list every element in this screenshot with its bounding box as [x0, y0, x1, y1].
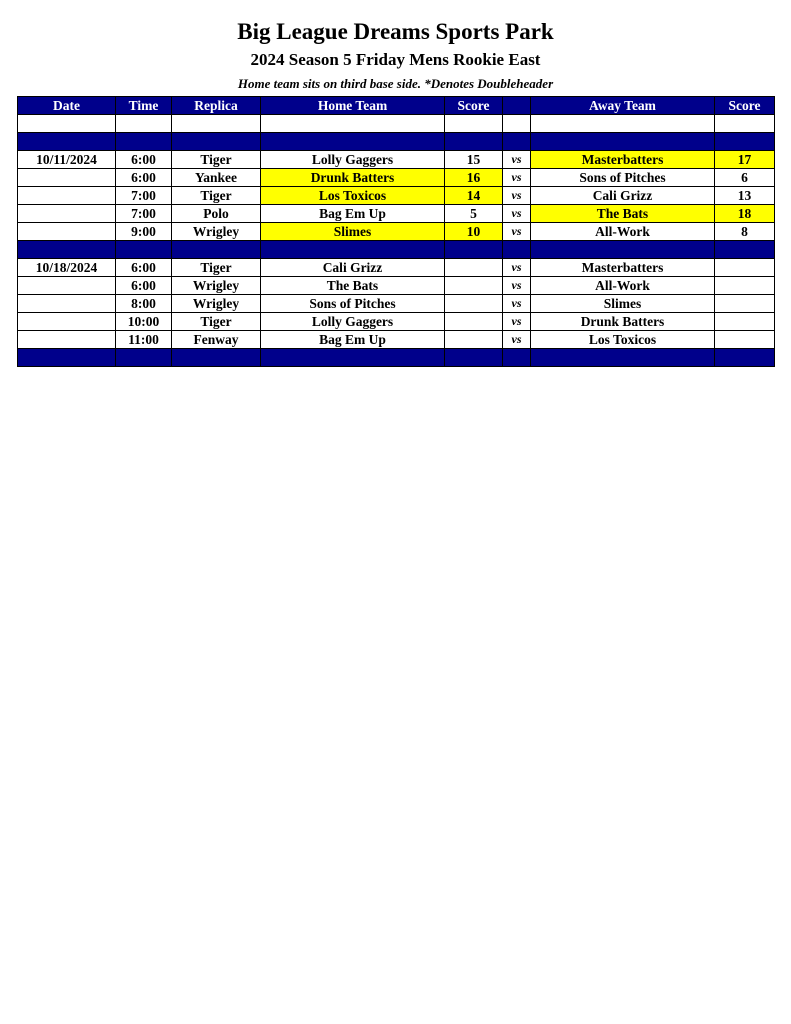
away-team: Cali Grizz: [531, 187, 715, 205]
game-replica: Tiger: [172, 151, 261, 169]
away-team: Slimes: [531, 295, 715, 313]
home-team: Los Toxicos: [261, 187, 445, 205]
game-replica: Tiger: [172, 187, 261, 205]
away-score: [715, 313, 775, 331]
game-replica: Yankee: [172, 169, 261, 187]
col-date: Date: [18, 97, 116, 115]
empty-cell: [503, 133, 531, 151]
empty-cell: [503, 349, 531, 367]
home-team: Sons of Pitches: [261, 295, 445, 313]
game-date: 10/18/2024: [18, 259, 116, 277]
vs-label: vs: [503, 313, 531, 331]
empty-cell: [715, 241, 775, 259]
game-time: 10:00: [116, 313, 172, 331]
empty-cell: [18, 205, 116, 223]
home-score: [445, 313, 503, 331]
empty-cell: [503, 241, 531, 259]
empty-cell: [18, 349, 116, 367]
separator-band: [18, 133, 775, 151]
col-replica: Replica: [172, 97, 261, 115]
table-row: [18, 169, 775, 187]
home-score: [445, 331, 503, 349]
blank-row: [18, 115, 775, 133]
home-team: The Bats: [261, 277, 445, 295]
vs-label: vs: [503, 331, 531, 349]
empty-cell: [715, 349, 775, 367]
away-team: Sons of Pitches: [531, 169, 715, 187]
away-score: [715, 259, 775, 277]
table-row: [18, 205, 775, 223]
separator-band: [18, 241, 775, 259]
game-replica: Polo: [172, 205, 261, 223]
game-replica: Fenway: [172, 331, 261, 349]
vs-label: vs: [503, 151, 531, 169]
col-away-team: Away Team: [531, 97, 715, 115]
game-time: 8:00: [116, 295, 172, 313]
home-team: Drunk Batters: [261, 169, 445, 187]
vs-label: vs: [503, 169, 531, 187]
empty-cell: [445, 349, 503, 367]
empty-cell: [531, 241, 715, 259]
empty-cell: [18, 169, 116, 187]
away-team: All-Work: [531, 223, 715, 241]
game-time: 6:00: [116, 259, 172, 277]
empty-cell: [503, 115, 531, 133]
empty-cell: [531, 115, 715, 133]
away-score: 8: [715, 223, 775, 241]
game-replica: Wrigley: [172, 277, 261, 295]
away-score: 18: [715, 205, 775, 223]
home-team: Bag Em Up: [261, 205, 445, 223]
empty-cell: [172, 241, 261, 259]
table-row: [18, 259, 775, 277]
empty-cell: [531, 133, 715, 151]
table-row: [18, 223, 775, 241]
vs-label: vs: [503, 223, 531, 241]
away-team: All-Work: [531, 277, 715, 295]
page-title: Big League Dreams Sports Park: [237, 19, 554, 44]
empty-cell: [172, 133, 261, 151]
away-team: Drunk Batters: [531, 313, 715, 331]
table-row: [18, 277, 775, 295]
empty-cell: [18, 223, 116, 241]
empty-cell: [261, 241, 445, 259]
game-replica: Tiger: [172, 259, 261, 277]
empty-cell: [18, 331, 116, 349]
home-team: Lolly Gaggers: [261, 151, 445, 169]
home-team: Bag Em Up: [261, 331, 445, 349]
empty-cell: [715, 115, 775, 133]
page-subtitle: 2024 Season 5 Friday Mens Rookie East: [250, 50, 541, 69]
empty-cell: [18, 133, 116, 151]
empty-cell: [116, 133, 172, 151]
home-score: 5: [445, 205, 503, 223]
home-score: 16: [445, 169, 503, 187]
home-score: [445, 259, 503, 277]
empty-cell: [261, 349, 445, 367]
table-row: [18, 313, 775, 331]
away-team: Los Toxicos: [531, 331, 715, 349]
game-replica: Wrigley: [172, 295, 261, 313]
game-replica: Tiger: [172, 313, 261, 331]
vs-label: vs: [503, 277, 531, 295]
empty-cell: [172, 115, 261, 133]
vs-label: vs: [503, 205, 531, 223]
separator-band: [18, 349, 775, 367]
empty-cell: [116, 349, 172, 367]
vs-label: vs: [503, 295, 531, 313]
home-score: [445, 295, 503, 313]
home-team: Lolly Gaggers: [261, 313, 445, 331]
away-score: [715, 277, 775, 295]
home-score: [445, 277, 503, 295]
home-team: Cali Grizz: [261, 259, 445, 277]
away-score: [715, 331, 775, 349]
home-score: 10: [445, 223, 503, 241]
away-score: [715, 295, 775, 313]
away-team: The Bats: [531, 205, 715, 223]
game-time: 9:00: [116, 223, 172, 241]
col-vs: [503, 97, 531, 115]
table-row: [18, 151, 775, 169]
game-date: 10/11/2024: [18, 151, 116, 169]
empty-cell: [445, 241, 503, 259]
empty-cell: [261, 115, 445, 133]
empty-cell: [445, 133, 503, 151]
table-row: [18, 331, 775, 349]
schedule-note: Home team sits on third base side. *Denotes Doubleheader: [237, 76, 554, 91]
table-row: [18, 295, 775, 313]
empty-cell: [18, 277, 116, 295]
away-score: 6: [715, 169, 775, 187]
game-time: 7:00: [116, 205, 172, 223]
vs-label: vs: [503, 187, 531, 205]
empty-cell: [18, 241, 116, 259]
col-home-team: Home Team: [261, 97, 445, 115]
empty-cell: [531, 349, 715, 367]
empty-cell: [715, 133, 775, 151]
empty-cell: [445, 115, 503, 133]
home-score: 15: [445, 151, 503, 169]
game-replica: Wrigley: [172, 223, 261, 241]
home-score: 14: [445, 187, 503, 205]
game-time: 6:00: [116, 151, 172, 169]
game-time: 6:00: [116, 169, 172, 187]
away-team: Masterbatters: [531, 259, 715, 277]
away-team: Masterbatters: [531, 151, 715, 169]
empty-cell: [172, 349, 261, 367]
col-time: Time: [116, 97, 172, 115]
empty-cell: [18, 295, 116, 313]
table-row: [18, 187, 775, 205]
empty-cell: [18, 187, 116, 205]
schedule-body: [18, 115, 775, 367]
header-row: [18, 97, 775, 115]
schedule-table: [17, 96, 775, 367]
game-time: 7:00: [116, 187, 172, 205]
game-time: 11:00: [116, 331, 172, 349]
away-score: 17: [715, 151, 775, 169]
empty-cell: [261, 133, 445, 151]
home-team: Slimes: [261, 223, 445, 241]
game-time: 6:00: [116, 277, 172, 295]
vs-label: vs: [503, 259, 531, 277]
empty-cell: [18, 313, 116, 331]
empty-cell: [116, 115, 172, 133]
col-home-score: Score: [445, 97, 503, 115]
col-away-score: Score: [715, 97, 775, 115]
empty-cell: [18, 115, 116, 133]
away-score: 13: [715, 187, 775, 205]
empty-cell: [116, 241, 172, 259]
